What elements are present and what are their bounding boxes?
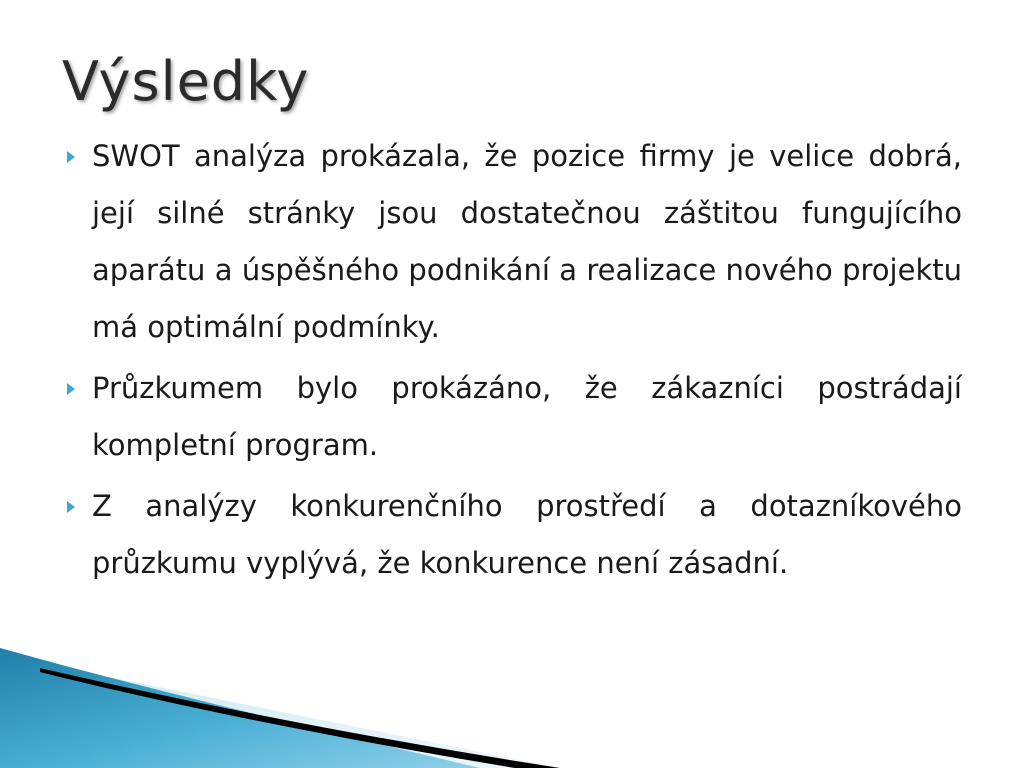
list-item <box>66 128 962 356</box>
decor-black-stripe <box>40 668 560 768</box>
bullet-arrow-icon <box>66 128 92 185</box>
bullet-list <box>66 128 962 596</box>
decor-light-band <box>0 655 560 768</box>
decor-blue-swoosh <box>0 648 480 768</box>
bullet-text: Z analýzy konkurenčního prostředí a dotazníkového průzkumu vyplývá, že konkurence není zásadní. <box>92 489 962 580</box>
list-item <box>66 360 962 474</box>
bullet-arrow-icon <box>66 360 92 417</box>
slide-title: Výsledky <box>62 50 310 113</box>
bullet-text: SWOT analýza prokázala, že pozice firmy je velice dobrá, její silné stránky jsou dostatečnou záštitou fungujícího aparátu a úspěšného podnikání a realizace nového projektu má optimální podmínky. <box>92 139 962 344</box>
bullet-text: Průzkumem bylo prokázáno, že zákazníci postrádají kompletní program. <box>92 371 962 462</box>
bullet-arrow-icon <box>66 478 92 535</box>
list-item <box>66 478 962 592</box>
